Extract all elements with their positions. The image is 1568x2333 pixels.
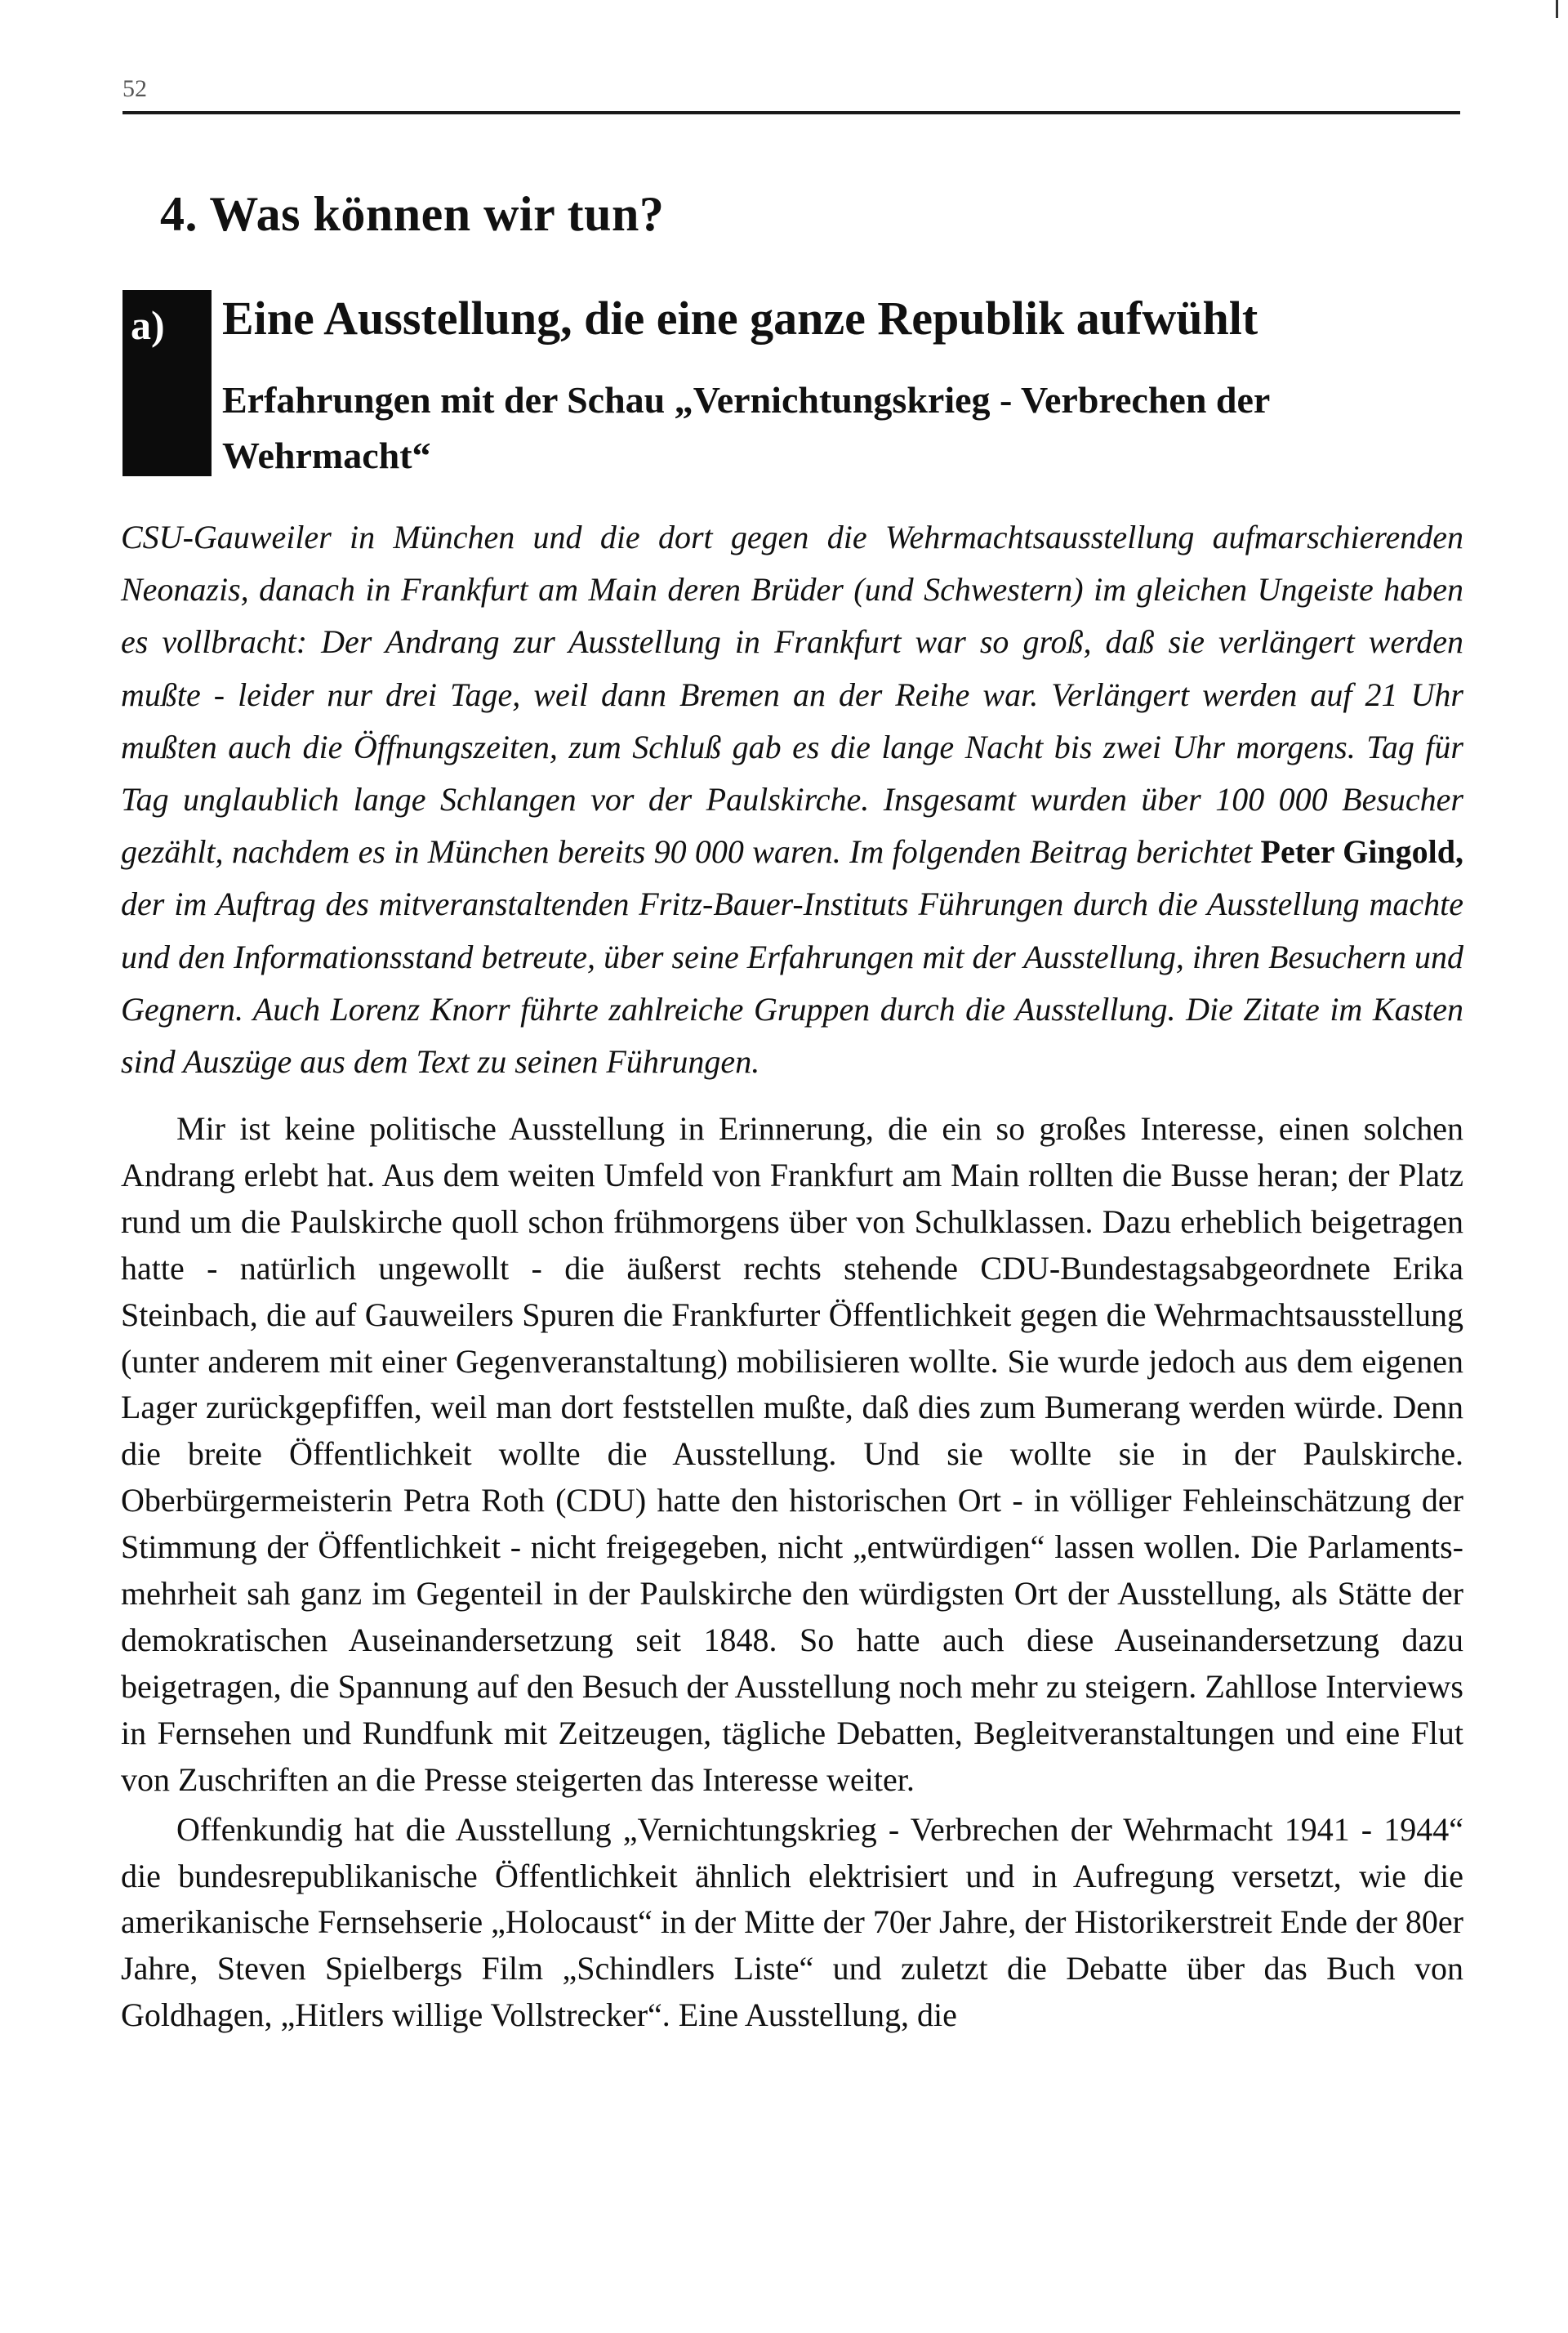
article-body: [121, 1106, 1463, 2039]
section-heading: 4. Was können wir tun?: [160, 187, 665, 241]
body-paragraph-2: Offenkundig hat die Ausstellung „Vernichtungskrieg - Verbrechen der Wehrmacht 1941 - 1944“ die bundesrepublikanische Öffentlichkeit ähnlich elektrisiert und in Aufregung versetzt, wie die amerikanische Fernsehserie „Holocaust“ in der Mitte der 70er Jahre, der Historikerstreit Ende der 80er Jahre, Steven Spielbergs Film „Schindlers Liste“ und zuletzt die Debatte über das Buch von Goldhagen, „Hitlers willige Vollstrecker“. Eine Ausstellung, die: [121, 1810, 1463, 2034]
edge-mark: [1556, 0, 1558, 18]
article-subtitle: Erfahrungen mit der Schau „Vernichtungskrieg - Verbrechen der Wehrmacht“: [222, 379, 1270, 476]
article-marker-label: a): [131, 302, 165, 348]
intro-paragraph: [121, 511, 1463, 1088]
intro-text-before-name: CSU-Gauweiler in München und die dort gegen die Wehrmachtsausstellung aufmarschierenden Neonazis, danach in Frankfurt am Main deren Brüder (und Schwestern) im gleichen Ungeiste haben es vollbracht: Der Andrang zur Ausstellung in Frankfurt war so groß, daß sie verlängert werden mußte - leider nur drei Tage, weil dann Bremen an der Reihe war. Verlängert werden auf 21 Uhr mußten auch die Öffnungszeiten, zum Schluß gab es die lange Nacht bis zwei Uhr morgens. Tag für Tag unglaublich lange Schlangen vor der Paulskirche. Insgesamt wurden über 100 000 Besucher gezählt, nachdem es in München bereits 90 000 waren. Im folgenden Beitrag berichtet: [121, 519, 1463, 871]
body-paragraph-1: Mir ist keine politische Ausstellung in Erinnerung, die ein so großes Interesse, einen solchen Andrang erlebt hat. Aus dem weiten Umfeld von Frankfurt am Main rollten die Busse heran; der Platz rund um die Paulskirche quoll schon frühmorgens über von Schulklassen. Dazu erheblich beigetragen hatte - natürlich ungewollt - die äußerst rechts stehende CDU-Bundestagsabgeordnete Erika Steinbach, die auf Gauweilers Spuren die Frankfurter Öffentlichkeit gegen die Wehrmachtsausstellung (unter anderem mit einer Gegenveranstaltung) mobilisieren wollte. Sie wurde jedoch aus dem eigenen Lager zurückgepfiffen, weil man dort feststellen mußte, daß dies zum Bumerang werden würde. Denn die breite Öffentlichkeit wollte die Ausstellung. Und sie wollte sie in der Paulskirche. Oberbürgermeisterin Petra Roth (CDU) hatte den historischen Ort - in völliger Fehleinschätzung der Stimmung der Öffentlichkeit - nicht freigegeben, nicht „entwürdigen“ lassen wollen. Die Parlamentsmehrheit sah ganz im Gegenteil in der Paulskirche den würdigsten Ort der Ausstellung, als Stätte der demokratischen Auseinandersetzung seit 1848. So hatte auch diese Auseinandersetzung dazu beigetragen, die Spannung auf den Besuch der Ausstellung noch mehr zu steigern. Zahllose Interviews in Fernsehen und Rundfunk mit Zeitzeugen, tägliche Debatten, Begleitveranstaltungen und eine Flut von Zuschriften an die Presse steigerten das Interesse weiter.: [121, 1110, 1463, 1798]
intro-text-after-name: der im Auftrag des mitveranstaltenden Fritz-Bauer-Instituts Führungen durch die Ausstellung machte und den Informationsstand betreute, über seine Erfahrungen mit der Ausstellung, ihren Besuchern und Gegnern. Auch Lorenz Knorr führte zahlreiche Gruppen durch die Ausstellung. Die Zitate im Kasten sind Auszüge aus dem Text zu seinen Führungen.: [121, 885, 1463, 1081]
article-title: Eine Ausstellung, die eine ganze Republik aufwühlt: [222, 292, 1258, 345]
author-name: Peter Gingold,: [1260, 833, 1464, 871]
page-number: 52: [122, 75, 147, 102]
header-rule: [122, 111, 1460, 114]
article-marker-bar: [122, 290, 212, 476]
